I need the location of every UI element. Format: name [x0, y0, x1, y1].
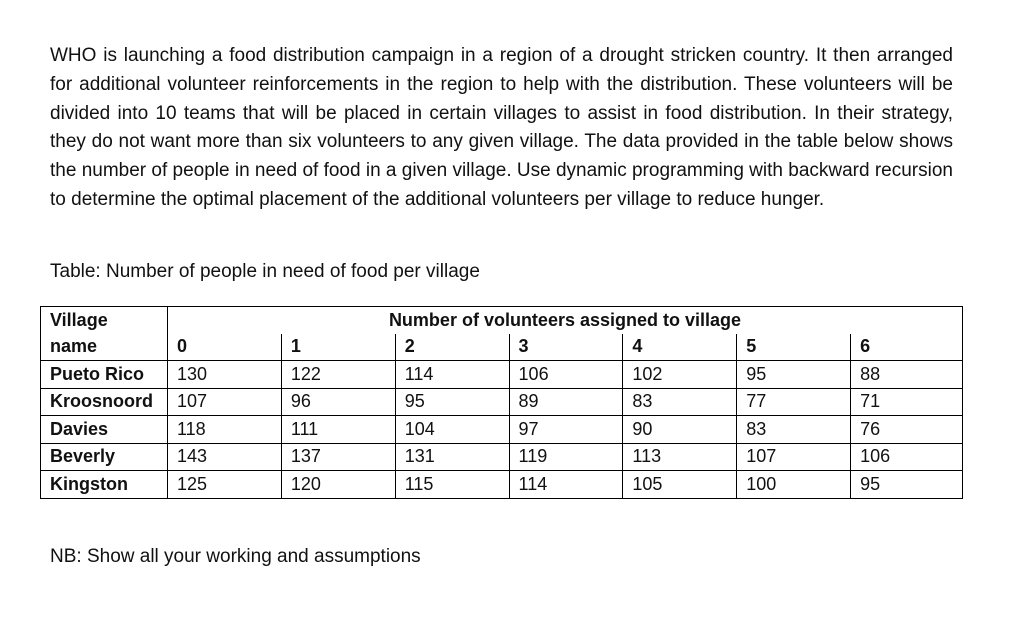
table-cell: 107: [737, 443, 851, 471]
table-cell: 122: [281, 361, 395, 389]
table-cell: 88: [851, 361, 963, 389]
table-caption: Table: Number of people in need of food per village: [50, 261, 480, 282]
problem-paragraph: WHO is launching a food distribution campaign in a region of a drought stricken country. It then arranged for additional volunteer reinforcements in the region to help with the distribution. These volunteers will be divided into 10 teams that will be placed in certain villages to assist in food distribution. In their strategy, they do not want more than six volunteers to any given village. The data provided in the table below shows the number of people in need of food in a given village. Use dynamic programming with backward recursion to determine the optimal placement of the additional volunteers per village to reduce hunger.: [50, 45, 953, 210]
volunteers-group-header: Number of volunteers assigned to village: [167, 307, 962, 334]
table-cell: 120: [281, 471, 395, 499]
column-header: 2: [395, 334, 509, 361]
table-cell: 131: [395, 443, 509, 471]
table-cell: 106: [851, 443, 963, 471]
header-row-1: [41, 307, 963, 334]
table-cell: 114: [509, 471, 623, 499]
table-cell: 125: [167, 471, 281, 499]
table-cell: 143: [167, 443, 281, 471]
table-cell: 106: [509, 361, 623, 389]
table-cell: 90: [623, 416, 737, 444]
village-header-line2: name: [41, 334, 168, 361]
table-cell: 83: [623, 388, 737, 416]
header-row-2: [41, 334, 963, 361]
table-cell: 107: [167, 388, 281, 416]
table-cell: 71: [851, 388, 963, 416]
table-cell: 83: [737, 416, 851, 444]
table-cell: 111: [281, 416, 395, 444]
table-cell: 102: [623, 361, 737, 389]
village-name: Beverly: [41, 443, 168, 471]
village-name: Kroosnoord: [41, 388, 168, 416]
village-header-line1: Village: [41, 307, 168, 334]
table-cell: 113: [623, 443, 737, 471]
table-cell: 105: [623, 471, 737, 499]
table-row: [41, 388, 963, 416]
table-cell: 119: [509, 443, 623, 471]
table-cell: 95: [395, 388, 509, 416]
village-name: Pueto Rico: [41, 361, 168, 389]
column-header: 4: [623, 334, 737, 361]
table-cell: 95: [737, 361, 851, 389]
table-cell: 114: [395, 361, 509, 389]
column-header: 0: [167, 334, 281, 361]
column-header: 1: [281, 334, 395, 361]
village-name: Kingston: [41, 471, 168, 499]
table-cell: 137: [281, 443, 395, 471]
table-cell: 104: [395, 416, 509, 444]
table-cell: 76: [851, 416, 963, 444]
table-cell: 100: [737, 471, 851, 499]
column-header: 3: [509, 334, 623, 361]
note-text: NB: Show all your working and assumptions: [50, 546, 421, 567]
table-row: [41, 471, 963, 499]
table-cell: 95: [851, 471, 963, 499]
village-name: Davies: [41, 416, 168, 444]
table-cell: 118: [167, 416, 281, 444]
column-header: 5: [737, 334, 851, 361]
table-cell: 97: [509, 416, 623, 444]
table-cell: 130: [167, 361, 281, 389]
table-row: [41, 443, 963, 471]
table-cell: 89: [509, 388, 623, 416]
village-food-need-table: [40, 306, 963, 499]
table-cell: 96: [281, 388, 395, 416]
table-cell: 115: [395, 471, 509, 499]
column-header: 6: [851, 334, 963, 361]
table-row: [41, 361, 963, 389]
table-row: [41, 416, 963, 444]
table-cell: 77: [737, 388, 851, 416]
